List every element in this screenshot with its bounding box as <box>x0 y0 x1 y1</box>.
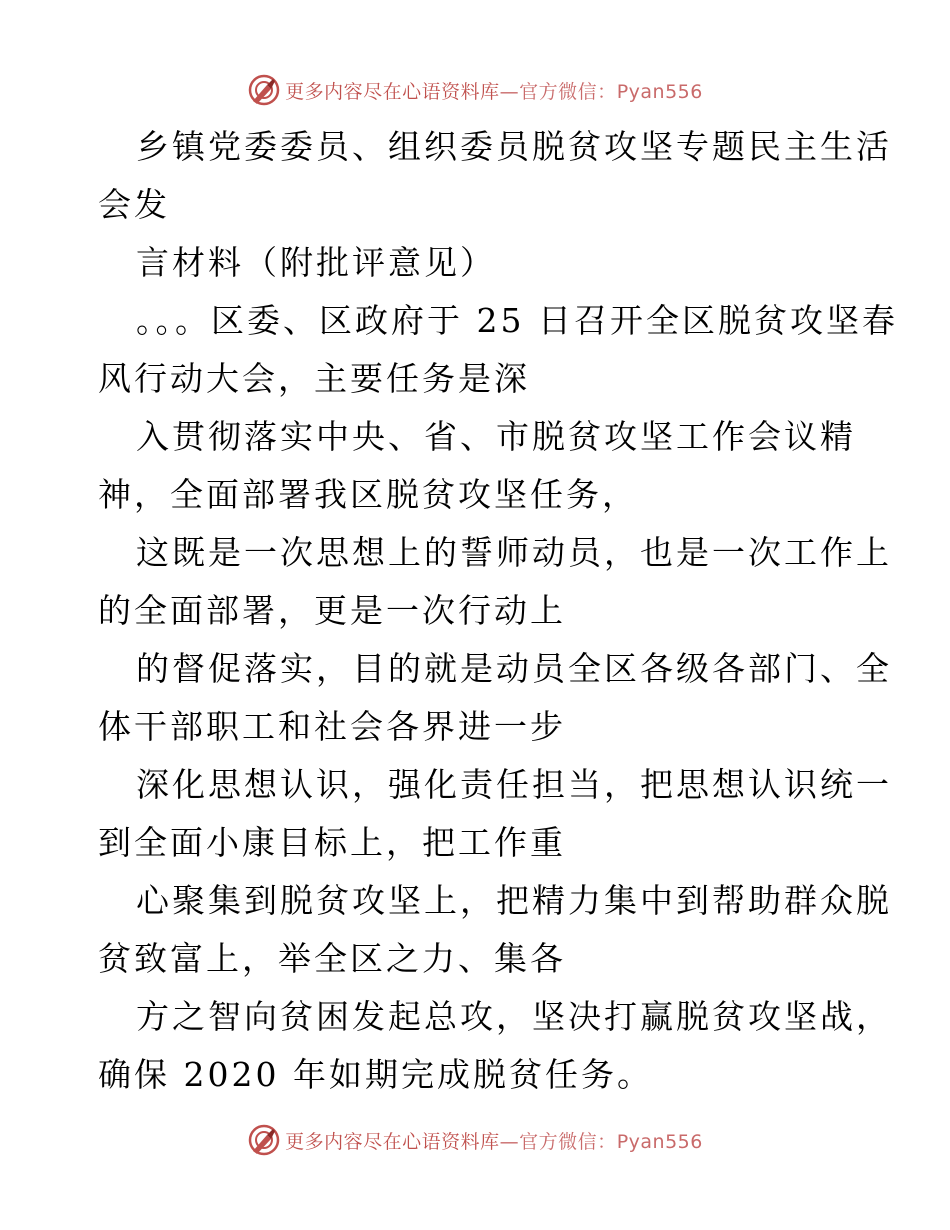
text-line: 到全面小康目标上，把工作重 <box>98 823 566 862</box>
text-line: 这既是一次思想上的誓师动员，也是一次工作上 <box>136 533 892 572</box>
text-line: 入贯彻落实中央、省、市脱贫攻坚工作会议精 <box>136 417 856 456</box>
watermark-brand: 更多内容尽在心语资料库 <box>285 80 500 103</box>
watermark-official-label: 官方微信： <box>519 1130 617 1153</box>
text-line: 确保 2020 年如期完成脱贫任务。 <box>98 1055 653 1094</box>
header-watermark <box>0 70 950 110</box>
text-line: 心聚集到脱贫攻坚上，把精力集中到帮助群众脱 <box>136 881 892 920</box>
text-line: 深化思想认识，强化责任担当，把思想认识统一 <box>136 765 892 804</box>
text-line: 言材料（附批评意见） <box>136 243 496 282</box>
text-line: 。。。区委、区政府于 25 日召开全区脱贫攻坚春 <box>136 301 898 340</box>
text-line: 方之智向贫困发起总攻，坚决打赢脱贫攻坚战， <box>136 997 892 1036</box>
text-line: 会发 <box>98 185 170 224</box>
pen-logo-icon <box>247 73 281 107</box>
watermark-separator: — <box>499 1130 520 1153</box>
watermark-official-label: 官方微信： <box>519 80 617 103</box>
text-line: 体干部职工和社会各界进一步 <box>98 707 566 746</box>
text-line: 的全面部署，更是一次行动上 <box>98 591 566 630</box>
watermark-brand: 更多内容尽在心语资料库 <box>285 1130 500 1153</box>
watermark-account: Pyan556 <box>616 1130 703 1153</box>
text-line: 风行动大会，主要任务是深 <box>98 359 530 398</box>
text-line: 乡镇党委委员、组织委员脱贫攻坚专题民主生活 <box>136 127 892 166</box>
text-line: 神，全面部署我区脱贫攻坚任务， <box>98 475 638 514</box>
watermark-account: Pyan556 <box>616 80 703 103</box>
document-text <box>98 118 898 1104</box>
document-body <box>98 118 898 1104</box>
text-line: 的督促落实，目的就是动员全区各级各部门、全 <box>136 649 892 688</box>
watermark-text <box>285 1127 703 1154</box>
watermark-separator: — <box>499 80 520 103</box>
watermark-text <box>285 77 703 104</box>
pen-logo-icon <box>247 1123 281 1157</box>
footer-watermark <box>0 1120 950 1160</box>
text-line: 贫致富上，举全区之力、集各 <box>98 939 566 978</box>
